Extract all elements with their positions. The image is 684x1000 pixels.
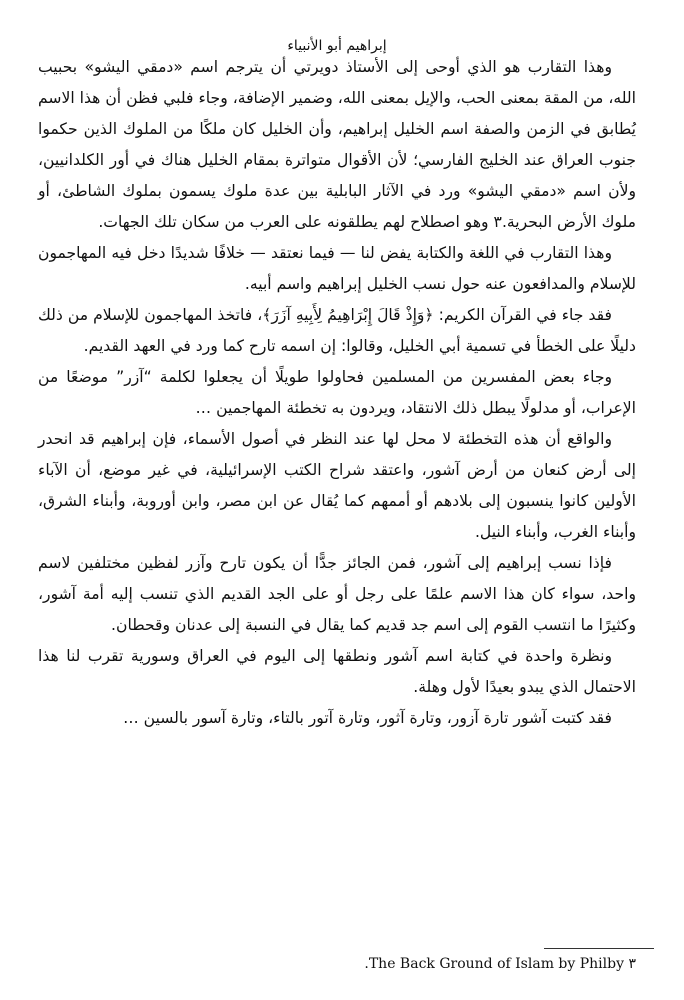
paragraph: وجاء بعض المفسرين من المسلمين فحاولوا طويلًا أن يجعلوا لكلمة “آزر” موضعًا من الإعراب، أو مدلولًا يبطل ذلك الانتقاد، ويردون به تخطئة المهاجمين … (38, 368, 636, 417)
footnote-divider (544, 948, 654, 949)
paragraph: وهذا التقارب في اللغة والكتابة يفض لنا — فيما نعتقد — خلافًا شديدًا دخل فيه المهاجمون للإسلام والمدافعون عنه حول نسب الخليل إبراهيم واسم أبيه. (38, 244, 636, 293)
paragraph: وهذا التقارب هو الذي أوحى إلى الأستاذ دويرتي أن يترجم اسم «دمقي اليشو» بحبيب الله، من المقة بمعنى الحب، والإيل بمعنى الله، وضمير الإضافة، وجاء فلبي فظن أن هذا الاسم يُطابق في الزمن والصفة اسم الخليل إبراهيم، وأن الخليل كان ملكًا من الملوك الذين حكموا جنوب العراق عند الخليج الفارسي؛ لأن الأقوال متواترة بمقام الخليل هناك في أور الكلدانيين، ولأن اسم «دمقي اليشو» ورد في الآثار البابلية بين عدة ملوك يسمون بملوك الشاطئ، أو ملوك الأرض البحرية.٣ وهو اصطلاح لهم يطلقونه على العرب من سكان تلك الجهات. (38, 58, 636, 231)
paragraph: فقد جاء في القرآن الكريم: ﴿وَإِذْ قَالَ إِبْرَاهِيمُ لِأَبِيهِ آزَرَ﴾، فاتخذ المهاجمون للإسلام من ذلك دليلًا على الخطأ في تسمية أبي الخليل، وقالوا: إن اسمه تارح كما ورد في العهد القديم. (38, 306, 636, 355)
paragraph: ونظرة واحدة في كتابة اسم آشور ونطقها إلى اليوم في العراق وسورية تقرب لنا هذا الاحتمال الذي يبدو بعيدًا لأول وهلة. (38, 647, 636, 696)
footnote: ٣ The Back Ground of Islam by Philby. (364, 956, 636, 972)
main-text (38, 52, 636, 734)
paragraph: والواقع أن هذه التخطئة لا محل لها عند النظر في أصول الأسماء، فإن إبراهيم قد انحدر إلى أرض كنعان من أرض آشور، واعتقد شراح الكتب الإسرائيلية، في غير موضع، أن الآباء الأولين كانوا ينسبون إلى بلادهم أو أممهم كما يُقال عن ابن مصر، وابن أوروبة، وأبناء الشرق، وأبناء الغرب، وأبناء النيل. (38, 430, 636, 541)
paragraph: فقد كتبت آشور تارة آزور، وتارة آثور، وتارة آتور بالتاء، وتارة آسور بالسين … (123, 709, 612, 727)
paragraph: فإذا نسب إبراهيم إلى آشور، فمن الجائز جدًّا أن يكون تارح وآزر لفظين مختلفين لاسم واحد، سواء كان هذا الاسم علمًا على رجل أو على الجد القديم الذي تنسب إليه أمة آشور، وكثيرًا ما انتسب القوم إلى اسم جد قديم كما يقال في النسبة إلى عدنان وقحطان. (38, 554, 636, 634)
running-header: إبراهيم أبو الأنبياء (287, 38, 387, 54)
